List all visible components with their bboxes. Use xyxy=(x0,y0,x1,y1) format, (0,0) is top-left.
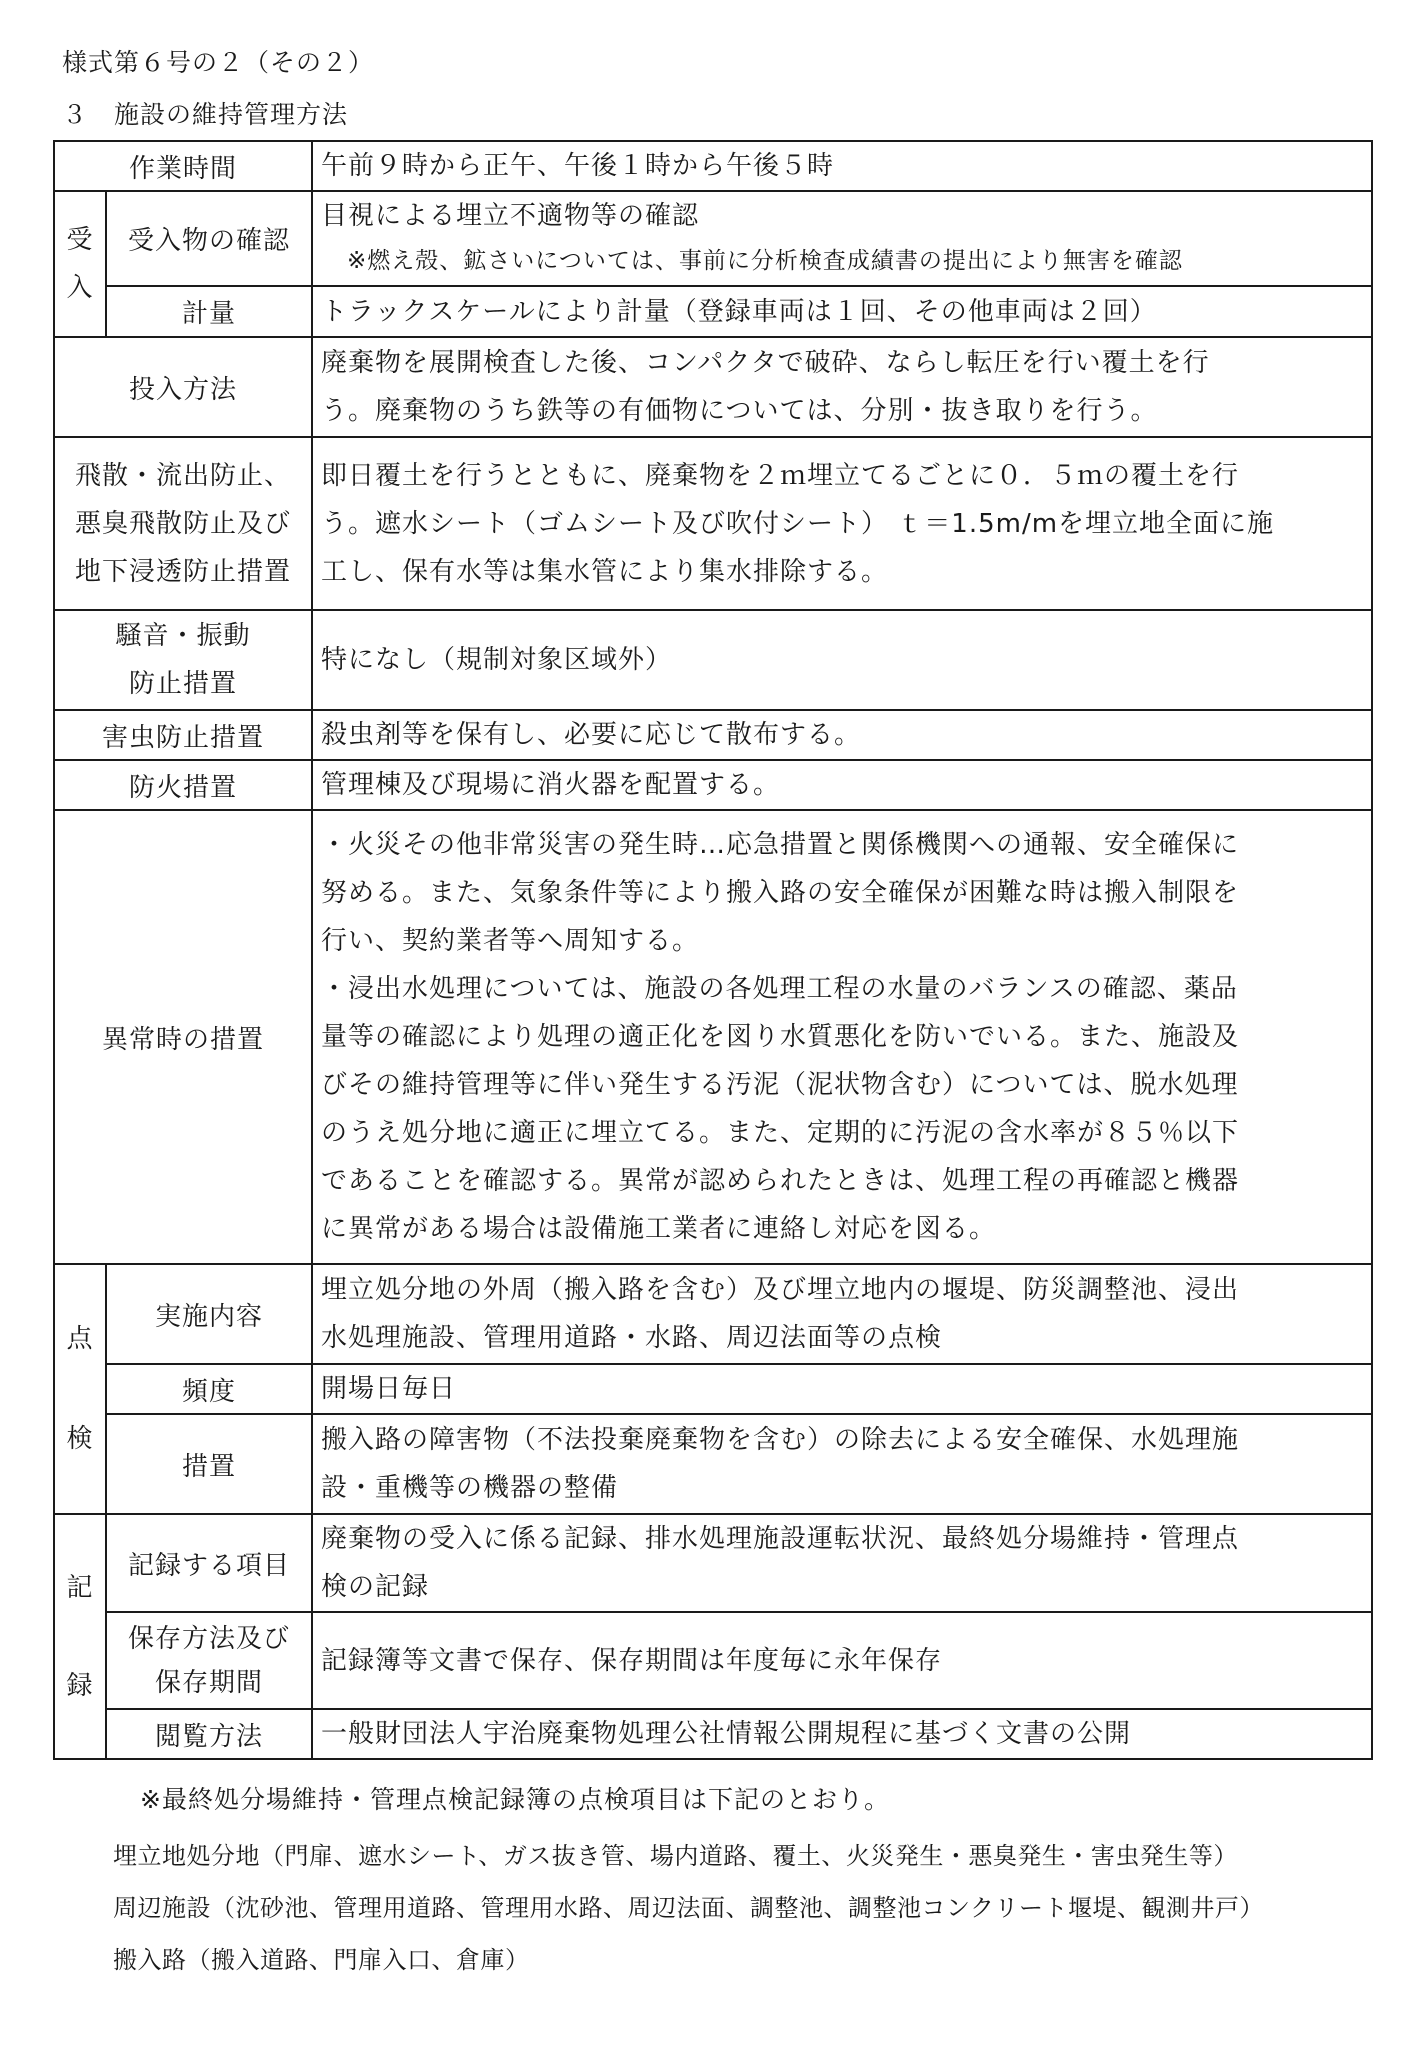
text-line: 廃棄物の受入に係る記録、排水処理施設運転状況、最終処分場維持・管理点 xyxy=(321,1524,1240,1554)
accept-confirm-cell xyxy=(312,191,1372,286)
row-inspection-measure xyxy=(54,1414,1372,1514)
row-inspection-content xyxy=(54,1264,1372,1364)
label-line: 保存期間 xyxy=(155,1667,264,1698)
text-line: に異常がある場合は設備施工業者に連絡し対応を図る。 xyxy=(321,1214,997,1244)
inspection-content-cell xyxy=(312,1264,1372,1364)
text-line: のうえ処分地に適正に埋立てる。また、定期的に汚泥の含水率が８５％以下 xyxy=(321,1118,1240,1148)
row-accept-weigh xyxy=(54,286,1372,337)
fire-value: 管理棟及び現場に消火器を配置する。 xyxy=(312,760,1372,810)
accept-confirm-note: ※燃え殻、鉱さいについては、事前に分析検査成績書の提出により無害を確認 xyxy=(347,248,1183,274)
row-record-storage xyxy=(54,1612,1372,1709)
noise-value: 特になし（規制対象区域外） xyxy=(312,610,1372,710)
maintenance-table xyxy=(53,140,1373,1760)
accept-confirm-label: 受入物の確認 xyxy=(106,191,312,286)
view-method-label: 閲覧方法 xyxy=(106,1709,312,1759)
group-char: 記 xyxy=(66,1572,94,1603)
text-line: 努める。また、気象条件等により搬入路の安全確保が困難な時は搬入制限を xyxy=(321,878,1240,908)
frequency-label: 頻度 xyxy=(106,1364,312,1414)
group-char: 点 xyxy=(66,1324,94,1354)
text-line: ・火災その他非常災害の発生時…応急措置と関係機関への通報、安全確保に xyxy=(321,830,1240,860)
measure-label: 措置 xyxy=(106,1414,312,1514)
label-line: 悪臭飛散防止及び xyxy=(75,508,292,539)
text-line: ・浸出水処理については、施設の各処理工程の水量のバランスの確認、薬品 xyxy=(321,974,1238,1004)
noise-label xyxy=(54,610,312,710)
group-char: 録 xyxy=(66,1670,94,1701)
abnormal-cell xyxy=(312,810,1372,1264)
text-line: う。遮水シート（ゴムシート及び吹付シート） ｔ＝1.5m/mを埋立地全面に施 xyxy=(321,508,1275,539)
text-line: 廃棄物を展開検査した後、コンパクタで破砕、ならし転圧を行い覆土を行 xyxy=(321,348,1210,378)
label-line: 飛散・流出防止、 xyxy=(75,460,292,491)
frequency-value: 開場日毎日 xyxy=(312,1364,1372,1414)
pest-value: 殺虫剤等を保有し、必要に応じて散布する。 xyxy=(312,710,1372,760)
text-line: 検の記録 xyxy=(321,1572,430,1602)
row-accept-confirm xyxy=(54,191,1372,286)
text-line: 設・重機等の機器の整備 xyxy=(321,1473,619,1503)
footnote-item: 埋立地処分地（門扉、遮水シート、ガス抜き管、場内道路、覆土、火災発生・悪臭発生・害虫発生等） xyxy=(113,1842,1238,1870)
label-line: 騒音・振動 xyxy=(115,621,251,651)
inspection-group-label xyxy=(54,1264,106,1514)
records-group-label xyxy=(54,1514,106,1759)
record-items-cell xyxy=(312,1514,1372,1612)
row-record-items xyxy=(54,1514,1372,1612)
scatter-label xyxy=(54,437,312,610)
text-line: 行い、契約業者等へ周知する。 xyxy=(321,926,700,956)
text-line: 水処理施設、管理用道路・水路、周辺法面等の点検 xyxy=(321,1323,943,1353)
footnote-intro: ※最終処分場維持・管理点検記録簿の点検項目は下記のとおり。 xyxy=(140,1785,890,1814)
scatter-cell xyxy=(312,437,1372,610)
text-line: 工し、保有水等は集水管により集水排除する。 xyxy=(321,556,889,587)
form-number: 様式第６号の２（その２） xyxy=(62,48,375,77)
input-method-cell xyxy=(312,337,1372,437)
text-line: 量等の確認により処理の適正化を図り水質悪化を防いでいる。また、施設及 xyxy=(321,1022,1240,1052)
row-abnormal xyxy=(54,810,1372,1264)
accept-confirm-value: 目視による埋立不適物等の確認 xyxy=(321,201,700,231)
work-hours-value: 午前９時から正午、午後１時から午後５時 xyxy=(312,141,1372,191)
section-title: ３ 施設の維持管理方法 xyxy=(62,100,349,129)
footnote-item: 周辺施設（沈砂池、管理用道路、管理用水路、周辺法面、調整池、調整池コンクリート堰堤、観測井戸） xyxy=(113,1894,1265,1922)
label-line: 防止措置 xyxy=(129,669,238,699)
label-line: 地下浸透防止措置 xyxy=(75,556,292,587)
text-line: びその維持管理等に伴い発生する汚泥（泥状物含む）については、脱水処理 xyxy=(321,1070,1239,1100)
row-fire xyxy=(54,760,1372,810)
inspection-content-label: 実施内容 xyxy=(106,1264,312,1364)
weigh-label: 計量 xyxy=(106,286,312,337)
text-line: 搬入路の障害物（不法投棄廃棄物を含む）の除去による安全確保、水処理施 xyxy=(321,1425,1240,1455)
acceptance-group-label: 受入 xyxy=(54,191,106,337)
input-method-label: 投入方法 xyxy=(54,337,312,437)
label-line: 保存方法及び xyxy=(128,1623,291,1654)
row-inspection-frequency xyxy=(54,1364,1372,1414)
row-pest xyxy=(54,710,1372,760)
storage-label xyxy=(106,1612,312,1709)
group-char: 検 xyxy=(66,1424,94,1454)
storage-value: 記録簿等文書で保存、保存期間は年度毎に永年保存 xyxy=(312,1612,1372,1709)
weigh-value: トラックスケールにより計量（登録車両は１回、その他車両は２回） xyxy=(312,286,1372,337)
fire-label: 防火措置 xyxy=(54,760,312,810)
abnormal-label: 異常時の措置 xyxy=(54,810,312,1264)
footnote-item: 搬入路（搬入道路、門扉入口、倉庫） xyxy=(113,1946,530,1974)
text-line: う。廃棄物のうち鉄等の有価物については、分別・抜き取りを行う。 xyxy=(321,396,1158,426)
row-work-hours xyxy=(54,141,1372,191)
row-noise xyxy=(54,610,1372,710)
measure-cell xyxy=(312,1414,1372,1514)
view-method-value: 一般財団法人宇治廃棄物処理公社情報公開規程に基づく文書の公開 xyxy=(312,1709,1372,1759)
pest-label: 害虫防止措置 xyxy=(54,710,312,760)
text-line: 即日覆土を行うとともに、廃棄物を２ｍ埋立てるごとに０．５ｍの覆土を行 xyxy=(321,460,1240,491)
row-input-method xyxy=(54,337,1372,437)
record-items-label: 記録する項目 xyxy=(106,1514,312,1612)
text-line: 埋立処分地の外周（搬入路を含む）及び埋立地内の堰堤、防災調整池、浸出 xyxy=(321,1275,1240,1305)
text-line: であることを確認する。異常が認められたときは、処理工程の再確認と機器 xyxy=(321,1166,1240,1196)
work-hours-label: 作業時間 xyxy=(54,141,312,191)
row-record-view xyxy=(54,1709,1372,1759)
row-scatter-prevention xyxy=(54,437,1372,610)
